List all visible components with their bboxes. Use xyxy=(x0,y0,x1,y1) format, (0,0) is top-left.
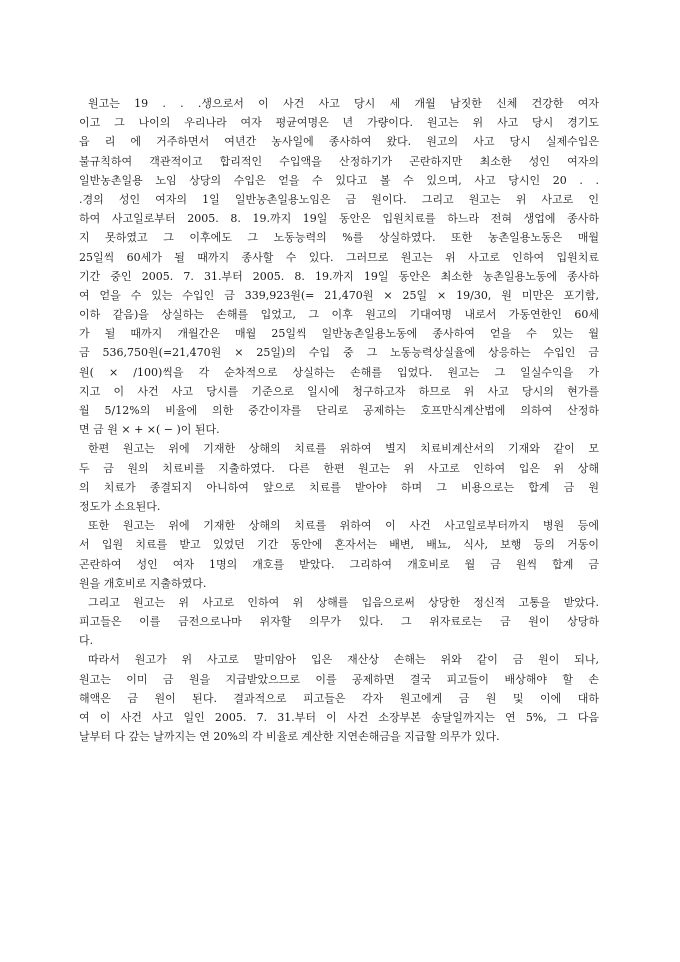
paragraph-conclusion xyxy=(79,650,599,746)
text-line: 지 못하였고 그 이후에도 그 노동능력의 %를 상실하였다. 또한 농촌일용노동은 매월 xyxy=(79,231,599,245)
text-line: 그리고 원고는 위 사고로 인하여 위 상해를 입음으로써 상당한 정신적 고통을 받았다. xyxy=(88,595,599,609)
text-line: 이하 같음)을 상실하는 손해를 입었고, 그 이후 원고의 기대여명 내로서 가동연한인 60세 xyxy=(79,308,599,322)
text-line: 읍 리 에 거주하면서 여년간 농사일에 종사하여 왔다. 원고의 사고 당시 실제수입은 xyxy=(79,135,599,149)
text-line: 곤란하여 성인 여자 1명의 개호를 받았다. 그리하여 개호비로 월 금 원씩 합계 금 xyxy=(79,557,599,571)
text-line: 또한 원고는 위에 기재한 상해의 치료를 위하여 이 사건 사고일로부터까지 병원 등에 xyxy=(88,519,599,533)
paragraph-care-costs xyxy=(79,516,599,593)
text-line: 원고는 이미 금 원을 지급받았으므로 이를 공제하면 결국 피고들이 배상해야 할 손 xyxy=(79,672,599,686)
paragraph-lost-income xyxy=(79,94,599,439)
document-body xyxy=(79,94,599,746)
text-line: 불규칙하여 객관적이고 합리적인 수입액을 산정하기가 곤란하지만 최소한 성인 여자의 xyxy=(79,154,599,168)
text-line: 원고는 19 . . .생으로서 이 사건 사고 당시 세 개월 남짓한 신체 건강한 여자 xyxy=(88,97,599,110)
text-line: 월 5/12%의 비율에 의한 중간이자를 단리로 공제하는 호프만식계산법에 의하여 산정하 xyxy=(79,404,599,417)
text-line: 이고 그 나이의 우리나라 여자 평균여명은 년 가량이다. 원고는 위 사고 당시 경기도 xyxy=(79,116,599,130)
text-line: 25일씩 60세가 될 때까지 종사할 수 있다. 그러므로 원고는 위 사고로 인하여 입원치료 xyxy=(79,250,599,264)
text-line: 해액은 금 원이 된다. 결과적으로 피고들은 각자 원고에게 금 원 및 이에 대하 xyxy=(79,691,599,705)
text-line: 정도가 소요된다. xyxy=(79,499,161,513)
paragraph-consolation xyxy=(79,593,599,651)
text-line: 면 금 원 × + ×( − )이 된다. xyxy=(79,423,220,437)
text-line: 하여 사고일로부터 2005. 8. 19.까지 19일 동안은 입원치료를 하느라 전혀 생업에 종사하 xyxy=(79,212,599,226)
text-line: 가 될 때까지 개월간은 매월 25일씩 일반농촌일용노동에 종사하여 얻을 수 있는 월 xyxy=(79,327,599,341)
text-line: 여 이 사건 사고 일인 2005. 7. 31.부터 이 사건 소장부본 송달일까지는 연 5%, 그 다음 xyxy=(79,711,599,724)
text-line: 여 얻을 수 있는 수입인 금 339,923원(= 21,470원 × 25일 × 19/30, 원 미만은 포기함, xyxy=(79,288,599,302)
text-line: 지고 이 사건 사고 당시를 기준으로 일시에 청구하고자 하므로 위 사고 당시의 현가를 xyxy=(79,384,599,398)
text-line: 금 536,750원(=21,470원 × 25일)의 수입 중 그 노동능력상실율에 상응하는 수입인 금 xyxy=(79,346,599,360)
text-line: 일반농촌일용 노임 상당의 수입은 얻을 수 있다고 볼 수 있으며, 사고 당시인 20 . . xyxy=(79,173,599,187)
paragraph-medical-costs xyxy=(79,439,599,516)
text-line: 피고들은 이를 금전으로나마 위자할 의무가 있다. 그 위자료로는 금 원이 상당하 xyxy=(79,615,599,629)
text-line: 서 입원 치료를 받고 있었던 기간 동안에 혼자서는 배변, 배뇨, 식사, 보행 등의 거동이 xyxy=(79,538,599,552)
text-line: 기간 중인 2005. 7. 31.부터 2005. 8. 19.까지 19일 동안은 최소한 농촌일용노동에 종사하 xyxy=(79,269,599,283)
text-line: 다. xyxy=(79,634,94,648)
text-line: 날부터 다 갚는 날까지는 연 20%의 각 비율로 계산한 지연손해금을 지급할 의무가 있다. xyxy=(79,730,500,744)
text-line: 한편 원고는 위에 기재한 상해의 치료를 위하여 별지 치료비계산서의 기재와 같이 모 xyxy=(88,442,599,456)
text-line: 원을 개호비로 지출하였다. xyxy=(79,576,207,590)
text-line: .경의 성인 여자의 1일 일반농촌일용노임은 금 원이다. 그리고 원고는 위 사고로 인 xyxy=(79,192,599,206)
text-line: 의 치료가 종결되지 아니하여 앞으로 치료를 받아야 하며 그 비용으로는 합계 금 원 xyxy=(79,480,599,494)
text-line: 원( × /100)씩을 각 순차적으로 상실하는 손해를 입었다. 원고는 그 일실수익을 가 xyxy=(79,365,599,379)
text-line: 두 금 원의 치료비를 지출하였다. 다른 한편 원고는 위 사고로 인하여 입은 위 상해 xyxy=(79,461,599,475)
text-line: 따라서 원고가 위 사고로 말미암아 입은 재산상 손해는 위와 같이 금 원이 되나, xyxy=(88,653,599,667)
